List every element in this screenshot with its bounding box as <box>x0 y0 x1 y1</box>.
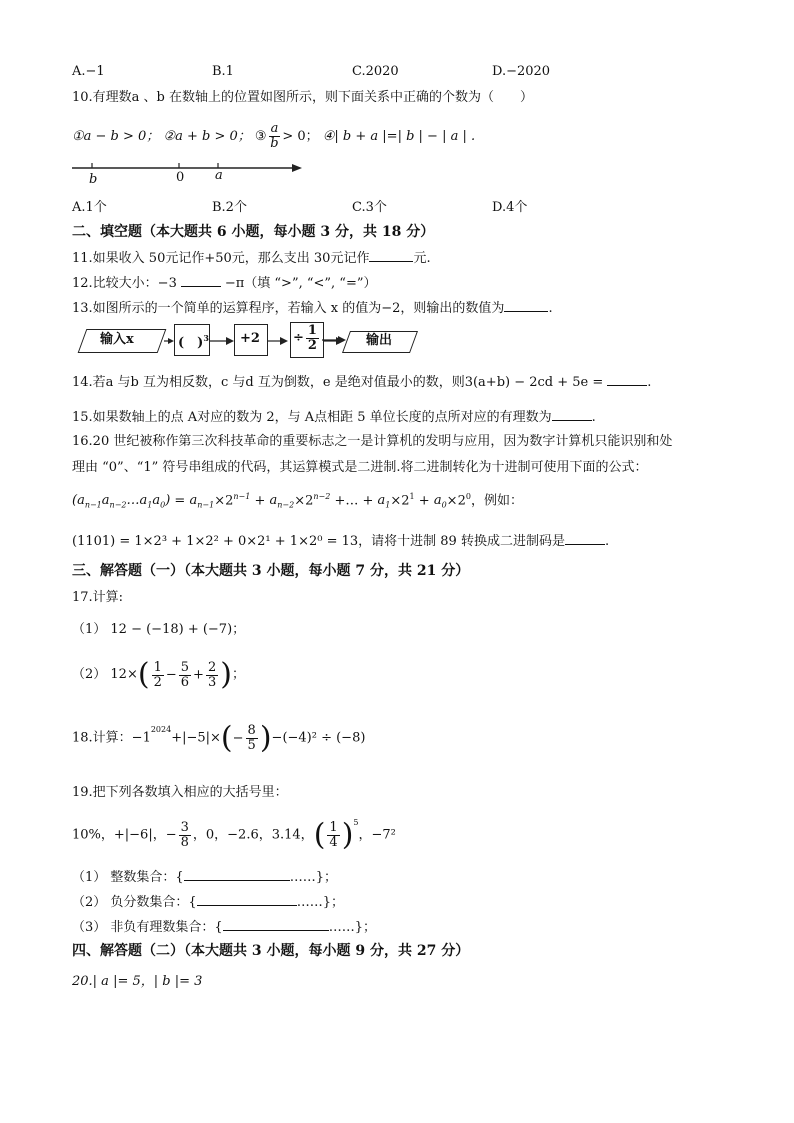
q16-line2: 理由 “0”、“1” 符号串组成的代码，其运算模式是二进制.将二进制转化为十进制可使用下面的公式： <box>72 460 648 475</box>
q10-option-d: D.4个 <box>492 200 528 215</box>
axis-label-b: b <box>89 172 98 187</box>
q19-set3-blank <box>223 918 329 931</box>
q19-set2-blank <box>197 893 297 906</box>
q9-option-a: A.−1 <box>72 64 105 79</box>
flow-output-arrow <box>322 330 352 350</box>
q14-blank <box>607 373 647 386</box>
q11-blank <box>369 249 413 262</box>
q10-option-c: C.3个 <box>352 200 387 215</box>
q18: 18.计算：$-1^{2024}+|-5|\times(-$ $\frac{8}{5}$ )−(−4)² ÷ (−8) <box>72 720 366 756</box>
q10-conditions <box>72 122 475 151</box>
q10-c3-rel: > 0； <box>282 129 319 144</box>
q10-c1: ①a − b > 0； <box>72 129 160 144</box>
q15-blank <box>552 408 592 421</box>
q19-set2: （2） 负分数集合：{ ……}； <box>72 895 344 910</box>
q16-formula: $(a_{n-1}a_{n-2}\dots a_1a_0) = a_{n-1}\times 2^{n-1} + a_{n-2}\times 2^{n-2}$ +… + $a_1\times 2^1 + a_0\times 2^0$，例如： <box>72 492 523 510</box>
q13: 13.如图所示的一个简单的运算程序，若输入 x 的值为−2，则输出的数值为 . <box>72 301 553 316</box>
q16-example: (1101) = 1×2³ + 1×2² + 0×2¹ + 1×2⁰ = 13，请将十进制 89 转换成二进制码是 . <box>72 534 610 549</box>
number-line-arrow <box>292 164 302 172</box>
q12-blank <box>181 274 221 287</box>
q16-blank <box>565 532 605 545</box>
axis-label-zero: 0 <box>176 170 185 185</box>
q16-line1: 16.20 世纪被称作第三次科技革命的重要标志之一是计算机的发明与应用，因为数字计算机只能识别和处 <box>72 434 673 449</box>
section-2-title: 二、填空题（本大题共 6 小题，每小题 3 分，共 18 分） <box>72 224 435 240</box>
q17-part2: （2） 12×( $\frac{1}{2}$ − $\frac{5}{6}$ + $\frac{2}{3}$ )； <box>72 657 245 692</box>
number-line <box>70 158 310 188</box>
q14: 14.若a 与b 互为相反数，c 与d 互为倒数，e 是绝对值最小的数，则3(a+b) − 2cd + 5e = . <box>72 375 652 390</box>
q9-option-c: C.2020 <box>352 64 399 79</box>
q10-c2: ②a + b > 0； <box>163 129 251 144</box>
q17-stem: 17.计算: <box>72 590 124 605</box>
q9-option-b: B.1 <box>212 64 234 79</box>
q10-stem: 10.有理数a 、b 在数轴上的位置如图所示，则下面关系中正确的个数为（ ） <box>72 90 534 105</box>
q10-c4: ④| b + a |=| b | − | a | . <box>322 129 476 144</box>
flow-output-label: 输出 <box>366 333 393 348</box>
q10-option-a: A.1个 <box>72 200 107 215</box>
q19-stem: 19.把下列各数填入相应的大括号里： <box>72 785 288 800</box>
q9-option-d: D.−2020 <box>492 64 551 79</box>
q20: 20.| a |= 5，| b |= 3 <box>72 974 203 989</box>
flow-divide-label: ÷ $\frac{1}{2}$ <box>293 323 317 353</box>
flow-cube-label: ( )$^3$ <box>178 333 209 351</box>
q19-set1: （1） 整数集合：{ ……}； <box>72 870 337 885</box>
q17-part1: （1） 12 − (−18) + (−7)； <box>72 622 246 637</box>
axis-label-a: a <box>215 168 223 183</box>
q19-set1-blank <box>184 868 290 881</box>
q15: 15.如果数轴上的点 A对应的数为 2，与 A点相距 5 单位长度的点所对应的有理数为 . <box>72 410 596 425</box>
q12: 12.比较大小：−3 −π（填 “>”, “<”, “=”） <box>72 276 377 291</box>
section-4-title: 四、解答题（二）（本大题共 3 小题，每小题 9 分，共 27 分） <box>72 943 470 959</box>
flow-add-label: +2 <box>240 331 260 346</box>
q11: 11.如果收入 50元记作+50元，那么支出 30元记作 元. <box>72 251 431 266</box>
q10-c3-fraction: $\frac{a}{b}$ <box>270 121 279 151</box>
q19-set3: （3） 非负有理数集合：{ ……}； <box>72 920 376 935</box>
q13-blank <box>504 299 548 312</box>
q10-option-b: B.2个 <box>212 200 247 215</box>
flow-input-label: 输入x <box>100 332 134 347</box>
q19-numbers: 10%，+|−6|，− $\frac{3}{8}$ ，0，−2.6，3.14，( $\frac{1}{4}$ )$^5$，−7² <box>72 817 396 853</box>
q10-c3-mark: ③ <box>254 129 267 144</box>
section-3-title: 三、解答题（一）（本大题共 3 小题，每小题 7 分，共 21 分） <box>72 563 470 579</box>
